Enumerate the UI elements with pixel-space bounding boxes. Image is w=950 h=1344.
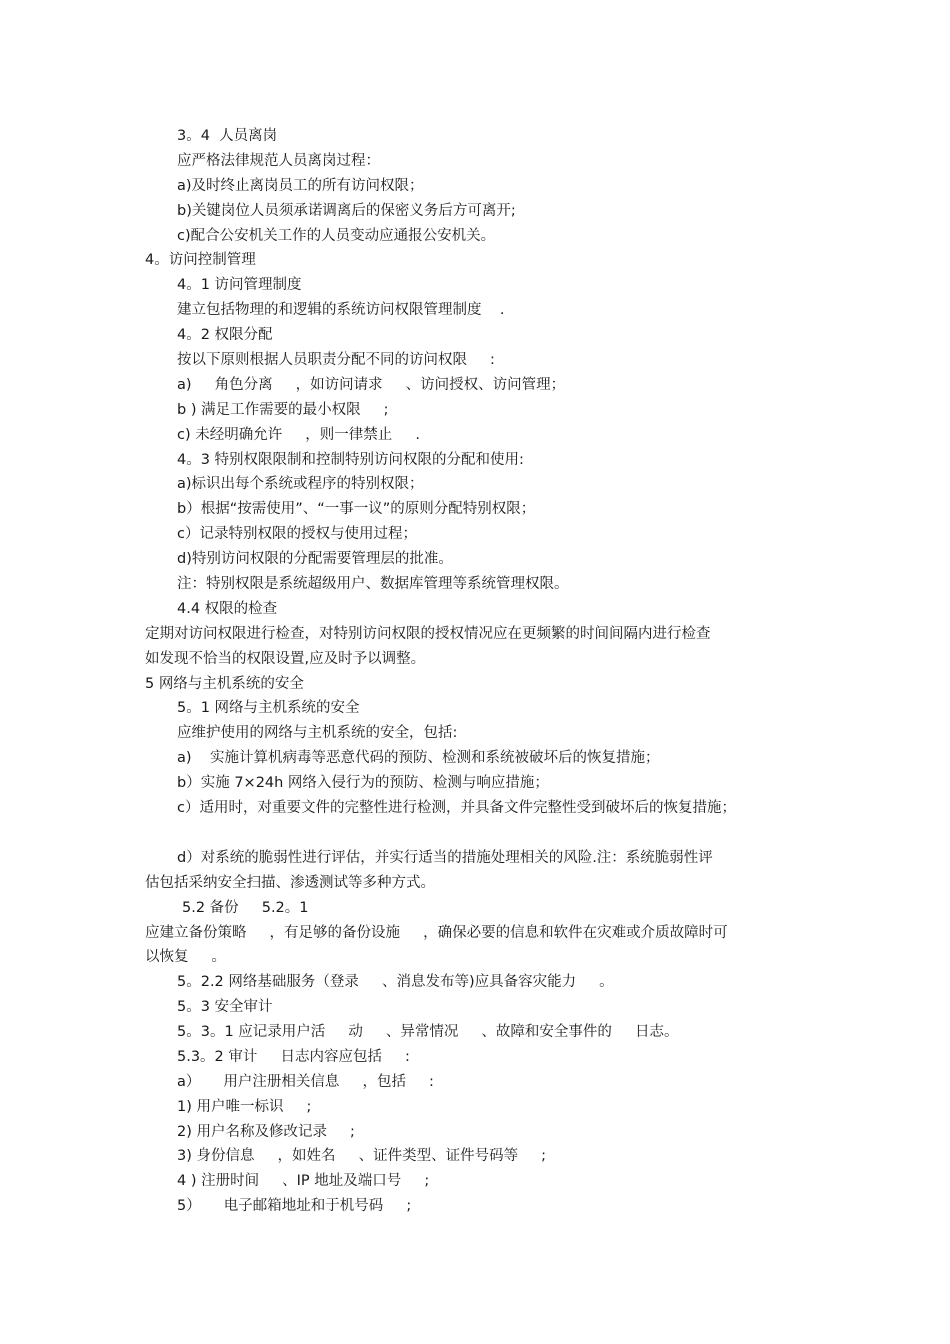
paragraph: 建立包括物理的和逻辑的系统访问权限管理制度 . <box>177 302 505 318</box>
heading-4-3: 4。3 特别权限限制和控制特别访问权限的分配和使用: <box>177 452 524 468</box>
heading-4: 4。访问控制管理 <box>145 252 256 268</box>
list-item: a） 用户注册相关信息 ，包括 : <box>177 1074 434 1090</box>
paragraph: 如发现不恰当的权限设置,应及时予以调整。 <box>145 651 426 667</box>
paragraph: 应建立备份策略 ，有足够的备份设施 ，确保必要的信息和软件在灾难或介质故障时可 <box>145 925 728 941</box>
list-item: c）适用时，对重要文件的完整性进行检测，并具备文件完整性受到破坏后的恢复措施； <box>177 800 736 816</box>
paragraph: 估包括采纳安全扫描、渗透测试等多种方式。 <box>145 875 435 891</box>
list-item: d）对系统的脆弱性进行评估，并实行适当的措施处理相关的风险.注：系统脆弱性评 <box>177 850 713 866</box>
paragraph: 按以下原则根据人员职责分配不同的访问权限 : <box>177 352 495 368</box>
heading-5-3: 5。3 安全审计 <box>177 999 273 1015</box>
list-item: a)标识出每个系统或程序的特别权限； <box>177 476 424 492</box>
paragraph: 5。3。1 应记录用户活 动 、异常情况 、故障和安全事件的 日志。 <box>177 1024 679 1040</box>
paragraph: 应严格法律规范人员离岗过程： <box>177 153 380 169</box>
list-item: b）实施 7×24h 网络入侵行为的预防、检测与响应措施； <box>177 775 549 791</box>
list-item: 5） 电子邮箱地址和于机号码 ; <box>177 1198 412 1214</box>
paragraph: 5。2.2 网络基础服务（登录 、消息发布等)应具备容灾能力 。 <box>177 974 614 990</box>
heading-4-2: 4。2 权限分配 <box>177 327 273 343</box>
list-item: b)关键岗位人员须承诺调离后的保密义务后方可离开; <box>177 203 516 219</box>
list-item: a) 实施计算机病毒等恶意代码的预防、检测和系统被破坏后的恢复措施； <box>177 750 660 766</box>
list-item: c) 未经明确允许 ，则一律禁止 . <box>177 427 420 443</box>
heading-4-4: 4.4 权限的检查 <box>177 601 278 617</box>
heading-5: 5 网络与主机系统的安全 <box>145 676 304 692</box>
heading-5-2: 5.2 备份 5.2。1 <box>182 900 309 916</box>
list-item: a) 角色分离 ，如访问请求 、访问授权、访问管理； <box>177 377 566 393</box>
list-item: 1) 用户唯一标识 ; <box>177 1099 312 1115</box>
list-item: 4 ) 注册时间 、IP 地址及端口号 ; <box>177 1173 430 1189</box>
paragraph: 以恢复 。 <box>145 949 227 965</box>
list-item: a)及时终止离岗员工的所有访问权限； <box>177 178 424 194</box>
paragraph: 定期对访问权限进行检查，对特别访问权限的授权情况应在更频繁的时间间隔内进行检查 <box>145 626 711 642</box>
list-item: 3) 身份信息 ，如姓名 、证件类型、证件号码等 ; <box>177 1148 547 1164</box>
list-item: 2) 用户名称及修改记录 ; <box>177 1124 355 1140</box>
list-item: b）根据“按需使用”、“一事一议”的原则分配特别权限； <box>177 501 536 517</box>
list-item: b ) 满足工作需要的最小权限 ; <box>177 402 389 418</box>
heading-5-1: 5。1 网络与主机系统的安全 <box>177 700 360 716</box>
list-item: c)配合公安机关工作的人员变动应通报公安机关。 <box>177 228 496 244</box>
heading-4-1: 4。1 访问管理制度 <box>177 277 302 293</box>
list-item: d)特别访问权限的分配需要管理层的批准。 <box>177 551 453 567</box>
note: 注：特别权限是系统超级用户、数据库管理等系统管理权限。 <box>177 576 569 592</box>
paragraph: 应维护使用的网络与主机系统的安全，包括: <box>177 725 458 741</box>
heading-3-4: 3。4 人员离岗 <box>177 128 278 144</box>
paragraph: 5.3。2 审计 日志内容应包括 : <box>177 1049 410 1065</box>
list-item: c）记录特别权限的授权与使用过程； <box>177 526 417 542</box>
